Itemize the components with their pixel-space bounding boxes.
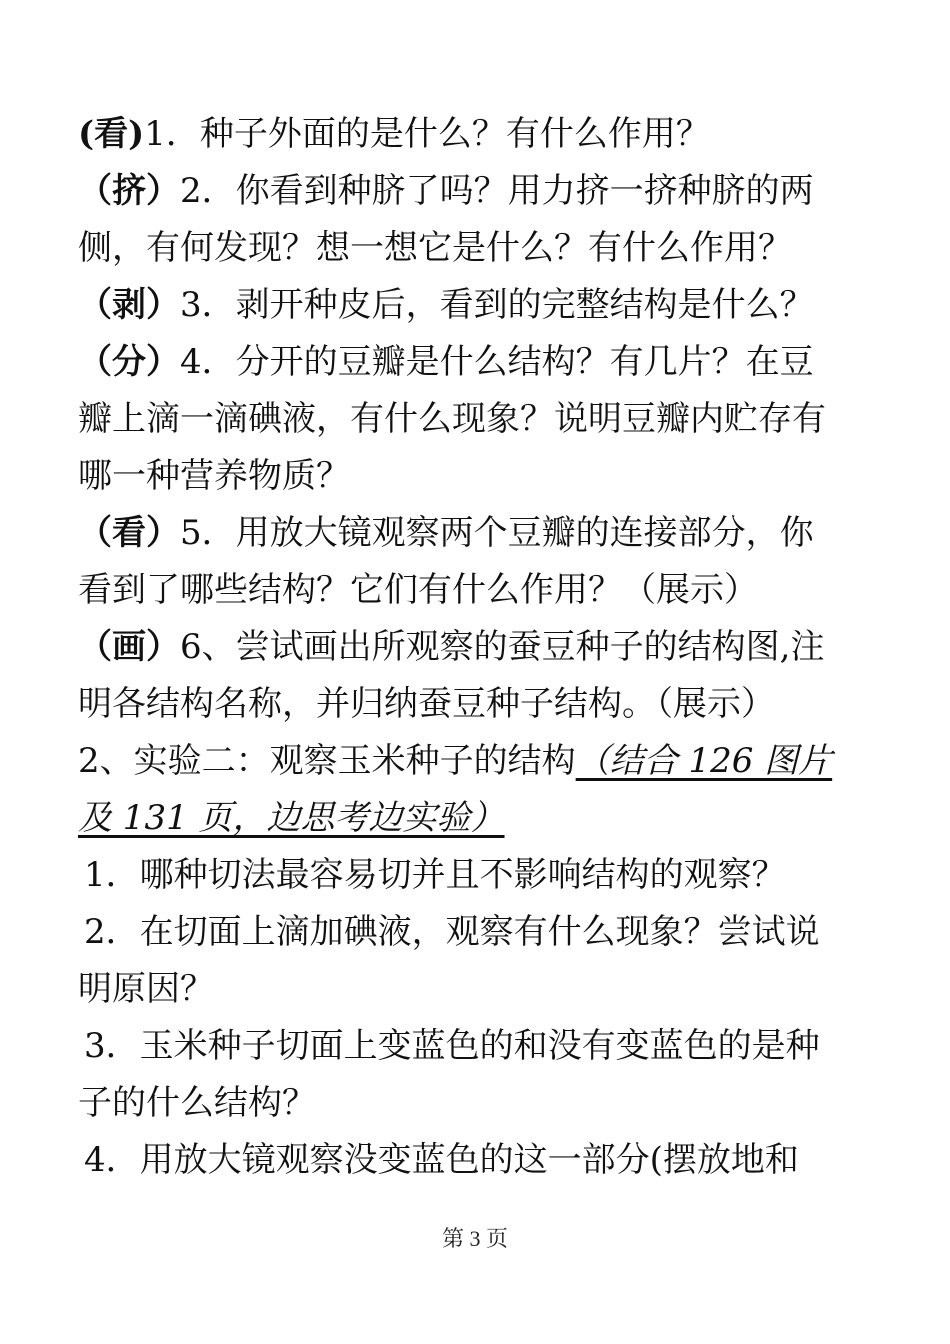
question-line-5: [78, 1075, 873, 1132]
text-line-4: [78, 277, 873, 334]
question-text: 3．玉米种子切面上变蓝色的和没有变蓝色的是种: [84, 1026, 820, 1066]
line-tag: （挤）: [78, 171, 180, 211]
line-tag: (看): [78, 114, 145, 154]
experiment2-heading: 2、实验二：观察玉米种子的结构: [78, 741, 576, 781]
text-line-6: [78, 391, 873, 448]
text-line-3: [78, 220, 873, 277]
text-line-5: [78, 334, 873, 391]
text-line-9: [78, 562, 873, 619]
experiment2-note-part1: （结合 126 图片: [575, 741, 833, 781]
text-line-8: [78, 505, 873, 562]
line-text: 瓣上滴一滴碘液，有什么现象？说明豆瓣内贮存有: [78, 399, 826, 439]
experiment2-note-line: [78, 790, 873, 847]
text-line-11: [78, 676, 873, 733]
question-text: 1．哪种切法最容易切并且不影响结构的观察？: [84, 855, 786, 895]
question-line-4: [78, 1018, 873, 1075]
line-text: 6、尝试画出所观察的蚕豆种子的结构图,注: [180, 627, 825, 667]
line-text: 2．你看到种脐了吗？用力挤一挤种脐的两: [180, 171, 814, 211]
question-line-6: [78, 1132, 873, 1189]
line-tag: （画）: [78, 627, 180, 667]
text-line-7: [78, 448, 873, 505]
question-line-1: [78, 847, 873, 904]
question-text: 2．在切面上滴加碘液，观察有什么现象？尝试说: [84, 912, 820, 952]
line-tag: （剥）: [78, 285, 180, 325]
line-tag: （看）: [78, 513, 180, 553]
question-text: 4．用放大镜观察没变蓝色的这一部分(摆放地和: [84, 1140, 799, 1180]
line-text: 4．分开的豆瓣是什么结构？有几片？在豆: [180, 342, 814, 382]
line-text: 3．剥开种皮后，看到的完整结构是什么？: [180, 285, 814, 325]
question-line-2: [78, 904, 873, 961]
line-text: 明各结构名称，并归纳蚕豆种子结构。（展示）: [78, 684, 775, 724]
text-line-2: [78, 163, 873, 220]
text-line-10: [78, 619, 873, 676]
experiment2-heading-line: [78, 733, 873, 790]
line-text: 哪一种营养物质？: [78, 456, 350, 496]
line-text: 5．用放大镜观察两个豆瓣的连接部分，你: [180, 513, 814, 553]
line-tag: （分）: [78, 342, 180, 382]
line-text: 看到了哪些结构？它们有什么作用？（展示）: [78, 570, 758, 610]
text-line-1: [78, 106, 873, 163]
question-text: 明原因？: [78, 969, 214, 1009]
line-text: 1．种子外面的是什么？有什么作用？: [144, 114, 710, 154]
line-text: 侧，有何发现？想一想它是什么？有什么作用？: [78, 228, 792, 268]
document-page: [78, 106, 873, 1189]
question-line-3: [78, 961, 873, 1018]
question-text: 子的什么结构？: [78, 1083, 316, 1123]
experiment2-note-part2: 及 131 页，边思考边实验）: [78, 798, 505, 838]
page-number: 第 3 页: [441, 1226, 508, 1251]
